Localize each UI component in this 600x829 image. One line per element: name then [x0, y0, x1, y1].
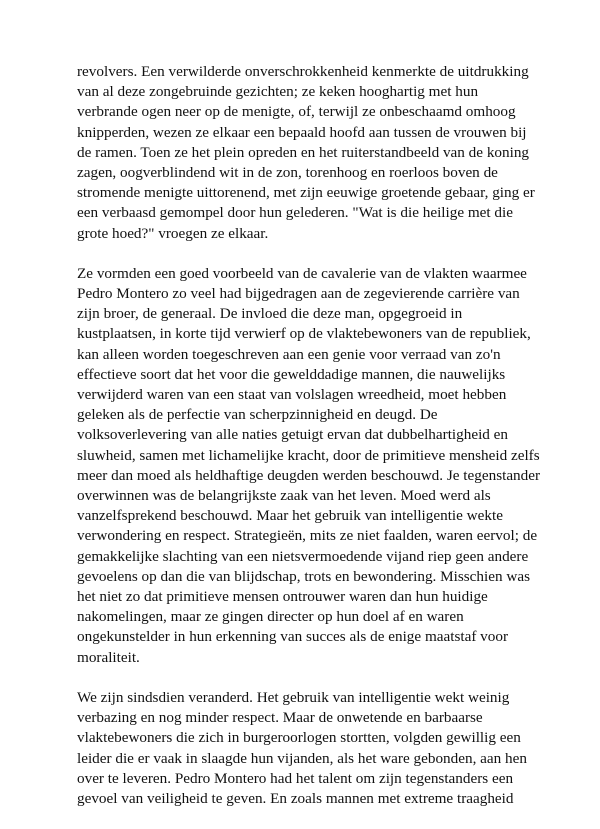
text-line: Ze vormden een goed voorbeeld van de cavalerie van de vlakten waarmee: [77, 264, 527, 282]
text-line: zijn broer, de generaal. De invloed die deze man, opgegroeid in: [77, 305, 463, 323]
text-line: gemakkelijke slachting van een nietsvermoedende vijand riep geen andere: [77, 547, 529, 565]
text-line: nakomelingen, maar ze gingen directer op hun doel af en waren: [77, 608, 464, 626]
text-line: het niet zo dat primitieve mensen ontrouwer waren dan hun huidige: [77, 588, 488, 606]
text-line: de ramen. Toen ze het plein opreden en het ruiterstandbeeld van de koning: [77, 143, 530, 161]
text-line: vanzelfsprekend beschouwd. Maar het gebruik van intelligentie wekte: [77, 507, 503, 525]
paragraph-3: [77, 688, 533, 809]
text-line: ongekunstelder in hun erkenning van succes als de enige maatstaf voor: [77, 628, 509, 646]
text-line: verbrande ogen neer op de menigte, of, terwijl ze onbeschaamd omhoog: [77, 103, 516, 121]
text-line: knipperden, wezen ze elkaar een bepaald hoofd aan tussen de vrouwen bij: [77, 123, 527, 141]
paragraph-2: [77, 264, 541, 668]
text-line: gevoelens op dan die van blijdschap, trots en bewondering. Misschien was: [77, 567, 530, 585]
text-line: verwijderd waren van een staat van volslagen wreedheid, moet hebben: [77, 386, 507, 404]
text-line: grote hoed?" vroegen ze elkaar.: [77, 224, 269, 242]
text-line: volksoverlevering van alle naties getuigt ervan dat dubbelhartigheid en: [77, 426, 509, 444]
text-line: kustplaatsen, in korte tijd verwierf op de vlaktebewoners van de republiek,: [77, 325, 531, 343]
text-line: moraliteit.: [77, 648, 140, 666]
document-page: [77, 62, 541, 829]
text-line: vlaktebewoners die zich in burgeroorlogen stortten, volgden gewillig een: [77, 729, 521, 747]
text-line: van al deze zongebruinde gezichten; ze keken hooghartig met hun: [77, 83, 479, 101]
text-line: een verbaasd gemompel door hun gelederen. "Wat is die heilige met die: [77, 204, 513, 222]
text-line: effectieve soort dat het voor die gewelddadige mannen, die nauwelijks: [77, 365, 506, 383]
text-line: geleken als de perfectie van scherpzinnigheid en deugd. De: [77, 406, 438, 424]
text-line: We zijn sindsdien veranderd. Het gebruik van intelligentie wekt weinig: [77, 688, 510, 706]
text-line: Pedro Montero zo veel had bijgedragen aan de zegevierende carrière van: [77, 285, 520, 303]
text-line: over te leveren. Pedro Montero had het talent om zijn tegenstanders een: [77, 769, 514, 787]
text-line: overwinnen was de belangrijkste zaak van het leven. Moed werd als: [77, 487, 491, 505]
text-line: leider die er vaak in slaagde hun vijanden, als het ware gebonden, aan hen: [77, 749, 527, 767]
text-line: gevoel van veiligheid te geven. En zoals mannen met extreme traagheid: [77, 789, 514, 807]
text-line: sluwheid, samen met lichamelijke kracht, door de primitieve mensheid zelfs: [77, 446, 540, 464]
text-line: kan alleen worden toegeschreven aan een genie voor verraad van zo'n: [77, 345, 501, 363]
text-line: meer dan moed als heldhaftige deugden werden beschouwd. Je tegenstander: [77, 466, 541, 484]
paragraph-1: [77, 62, 533, 244]
text-line: verwondering en respect. Strategieën, mits ze niet faalden, waren eervol; de: [77, 527, 538, 545]
text-line: zagen, oogverblindend wit in de zon, torenhoog en roerloos boven de: [77, 164, 498, 182]
text-line: verbazing en nog minder respect. Maar de onwetende en barbaarse: [77, 709, 483, 727]
text-line: stromende menigte uittorenend, met zijn eeuwige groetende gebaar, ging er: [77, 184, 535, 202]
text-line: revolvers. Een verwilderde onverschrokkenheid kenmerkte de uitdrukking: [77, 63, 529, 80]
